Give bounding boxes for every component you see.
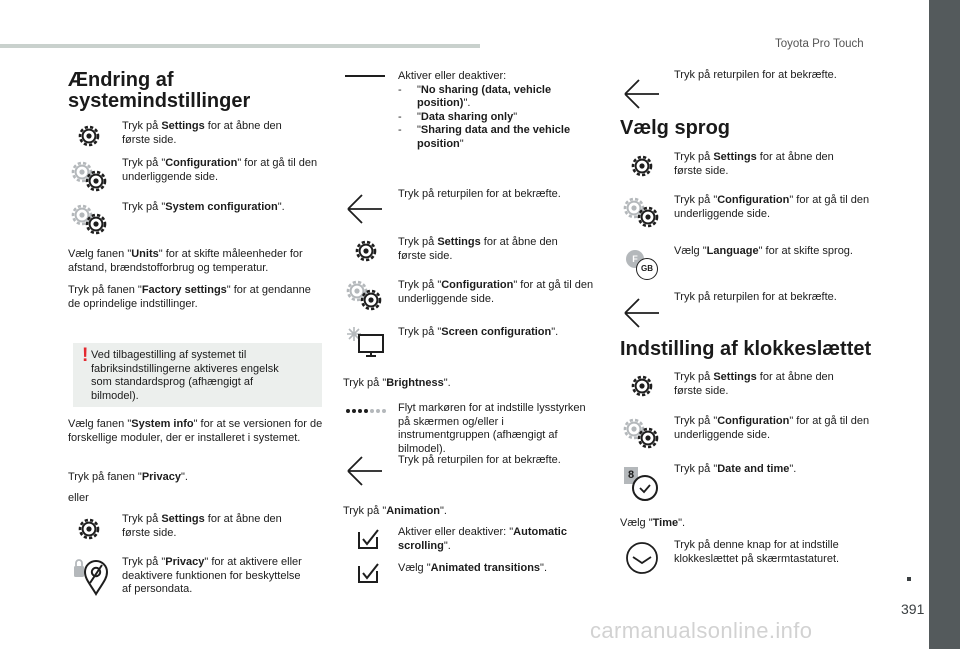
top-rule: [0, 44, 480, 48]
settings-icon: [352, 237, 380, 265]
factory-settings-paragraph: Tryk på fanen "Factory settings" for at gendanne de oprindelige indstillinger.: [68, 284, 311, 310]
time-button-icon: [624, 540, 660, 576]
warning-text: Ved tilbagestilling af systemet til fabriksindstillingerne aktiveres engelsk som standardsprog (afhængigt af bilmodel).: [91, 349, 279, 402]
brightness-slider-text: Flyt markøren for at indstille lysstyrken på skærmen og/eller i instrumentgruppen (afhængigt af bilmodel).: [398, 402, 586, 455]
animation-text: Tryk på "Animation".: [343, 505, 447, 517]
step-settings-privacy: Tryk på Settings for at åbne den første side.: [122, 513, 282, 539]
back-arrow-icon: [345, 455, 385, 487]
time-text: Vælg "Time".: [620, 517, 686, 529]
continuation-mark: [907, 577, 911, 581]
step-privacy: Tryk på "Privacy" for at aktivere eller deaktivere funktionen for beskyttelse af persondata.: [122, 556, 302, 596]
settings-icon: [75, 122, 103, 150]
checkbox-icon: [357, 562, 379, 584]
step-settings-screen: Tryk på Settings for at åbne den første side.: [398, 236, 558, 262]
brightness-slider-icon: [345, 405, 389, 417]
step-configuration-clock: Tryk på "Configuration" for at gå til den underliggende side.: [674, 415, 870, 441]
page-number: 391: [901, 601, 925, 617]
settings-icon: [628, 372, 656, 400]
animated-transitions-text: Vælg "Animated transitions".: [398, 562, 548, 574]
list-item: - "Sharing data and the vehicle position": [398, 124, 571, 150]
back-arrow-icon: [620, 297, 664, 329]
settings-icon: [628, 152, 656, 180]
configuration-icon: [70, 160, 110, 194]
step-configuration: Tryk på "Configuration" for at gå til den underliggende side.: [122, 157, 318, 183]
back-confirm-text: Tryk på returpilen for at bekræfte.: [398, 454, 561, 466]
toggle-bar-icon: [345, 75, 385, 77]
step-language: Vælg "Language" for at skifte sprog.: [674, 245, 853, 257]
watermark: carmanualsonline.info: [590, 618, 813, 643]
step-system-configuration: Tryk på "System configuration".: [122, 201, 285, 213]
brightness-text: Tryk på "Brightness".: [343, 377, 451, 389]
back-confirm-text: Tryk på returpilen for at bekræfte.: [674, 69, 837, 81]
system-info-paragraph: Vælg fanen "System info" for at se versionen for de forskellige moduler, der er installeret i systemet.: [68, 418, 323, 444]
system-configuration-icon: [70, 203, 110, 237]
back-arrow-icon: [345, 193, 385, 225]
units-paragraph: Vælg fanen "Units" for at skifte måleenheder for afstand, brændstofforbrug og temperatur.: [68, 248, 303, 274]
language-section-title: Vælg sprog: [620, 117, 731, 139]
checkbox-icon: [357, 528, 379, 550]
list-item: - "No sharing (data, vehicle position)".: [398, 83, 552, 110]
privacy-icon: [72, 556, 112, 598]
configuration-icon: [622, 417, 662, 451]
configuration-icon: [345, 279, 385, 313]
step-configuration-language: Tryk på "Configuration" for at gå til den underliggende side.: [674, 194, 870, 220]
back-confirm-text: Tryk på returpilen for at bekræfte.: [674, 291, 837, 303]
step-configuration-screen: Tryk på "Configuration" for at gå til den underliggende side.: [398, 279, 594, 305]
back-arrow-icon: [620, 78, 664, 110]
clock-section-title: Indstilling af klokkeslættet: [620, 338, 872, 360]
date-time-icon: 8: [624, 467, 662, 503]
step-screen-configuration: Tryk på "Screen configuration".: [398, 326, 559, 338]
step-settings: Tryk på Settings for at åbne den første side.: [122, 120, 282, 146]
section-title: Ændring af systemindstillinger: [68, 69, 251, 112]
running-header: Toyota Pro Touch: [775, 38, 864, 50]
list-item: - "Data sharing only": [398, 110, 518, 123]
side-tab: [929, 0, 960, 649]
clock-icon: [630, 473, 660, 503]
language-icon: F GB: [626, 250, 660, 278]
screen-configuration-icon: [345, 325, 387, 361]
sharing-options: Aktiver eller deaktiver: - "No sharing (data, vehicle position)". - "Data sharing only" - "Sharing data and the vehicle position": [398, 70, 598, 152]
step-settings-language: Tryk på Settings for at åbne den første side.: [674, 151, 834, 177]
warning-icon: !: [82, 345, 89, 366]
privacy-paragraph: Tryk på fanen "Privacy".: [68, 471, 188, 483]
configuration-icon: [622, 196, 662, 230]
step-settings-clock: Tryk på Settings for at åbne den første side.: [674, 371, 834, 397]
automatic-scrolling-text: Aktiver eller deaktiver: "Automatic scrolling".: [398, 526, 567, 552]
time-button-text: Tryk på denne knap for at indstille klokkeslættet på skærmtastaturet.: [674, 539, 840, 565]
back-confirm-text: Tryk på returpilen for at bekræfte.: [398, 188, 561, 200]
or-text: eller: [68, 492, 89, 504]
settings-icon: [75, 515, 103, 543]
step-date-time: Tryk på "Date and time".: [674, 463, 797, 475]
